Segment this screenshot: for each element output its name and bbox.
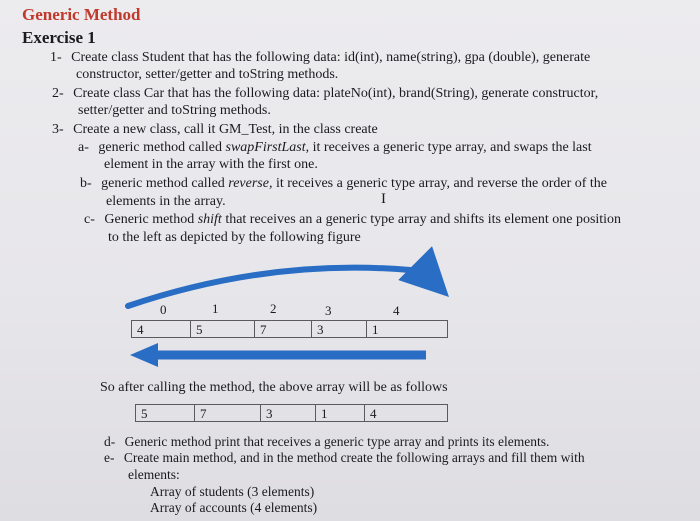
array-before-cell: 3 [311, 320, 367, 338]
sub-item-c-line-1: c- Generic method shift that receives an a generic type array and shifts its element one position [84, 212, 622, 227]
page-title: Generic Method [22, 5, 141, 24]
sub-item-b-line-1: b- generic method called reverse, it receives a generic type array, and reverse the order of the [80, 176, 607, 191]
method-name-shift: shift [197, 212, 222, 227]
text-cursor-icon: I [381, 191, 386, 207]
array-index: 2 [270, 301, 277, 316]
array-before-cell: 1 [366, 320, 448, 338]
sub-item-e-line-1: e- Create main method, and in the method create the following arrays and fill them with [104, 450, 585, 465]
sub-item-e-detail-2: Array of accounts (4 elements) [150, 500, 318, 515]
exercise-heading: Exercise 1 [22, 28, 96, 47]
array-index: 4 [393, 303, 400, 318]
item-2-text: Create class Car that has the following data: plateNo(int), brand(String), generate constructor, [73, 86, 599, 101]
sub-item-c-marker: c- [84, 212, 95, 227]
curved-arrow-icon [128, 268, 432, 306]
item-2-marker: 2- [52, 86, 64, 101]
sub-item-e-marker: e- [104, 450, 115, 465]
sub-item-a-line-1: a- generic method called swapFirstLast, it receives a generic type array, and swaps the last [78, 140, 592, 155]
sub-item-b-line-2: elements in the array. [106, 194, 226, 209]
array-index: 1 [212, 301, 219, 316]
item-3-text: Create a new class, call it GM_Test, in the class create [73, 122, 378, 137]
after-call-text: So after calling the method, the above array will be as follows [100, 380, 448, 395]
array-before-cell: 7 [254, 320, 312, 338]
array-index: 3 [325, 303, 332, 318]
array-after-cell: 3 [260, 404, 316, 422]
sub-item-c-line-2: to the left as depicted by the following figure [108, 230, 361, 245]
sub-item-a-marker: a- [78, 140, 89, 155]
array-after-cell: 1 [315, 404, 365, 422]
item-3-marker: 3- [52, 122, 64, 137]
item-1-line-2: constructor, setter/getter and toString methods. [76, 67, 339, 82]
item-1-marker: 1- [50, 50, 62, 65]
sub-item-a-line-2: element in the array with the first one. [104, 157, 318, 172]
array-before-cell: 5 [190, 320, 255, 338]
array-before-cell: 4 [131, 320, 191, 338]
method-name-swap: swapFirstLast [225, 140, 306, 155]
left-arrow-icon [130, 343, 158, 367]
item-1-text: Create class Student that has the following data: id(int), name(string), gpa (double), generate [71, 50, 591, 65]
sub-item-e-line-2: elements: [128, 467, 180, 482]
item-2-line-2: setter/getter and toString methods. [78, 103, 271, 118]
sub-item-b-marker: b- [80, 176, 92, 191]
method-name-reverse: reverse, [228, 176, 273, 191]
array-index: 0 [160, 302, 167, 317]
array-after-cell: 7 [194, 404, 261, 422]
sub-item-d-marker: d- [104, 434, 116, 449]
array-after-cell: 5 [135, 404, 195, 422]
array-after-cell: 4 [364, 404, 448, 422]
sub-item-d-line-1: d- Generic method print that receives a generic type array and prints its elements. [104, 434, 550, 449]
sub-item-e-detail-1: Array of students (3 elements) [150, 484, 315, 499]
